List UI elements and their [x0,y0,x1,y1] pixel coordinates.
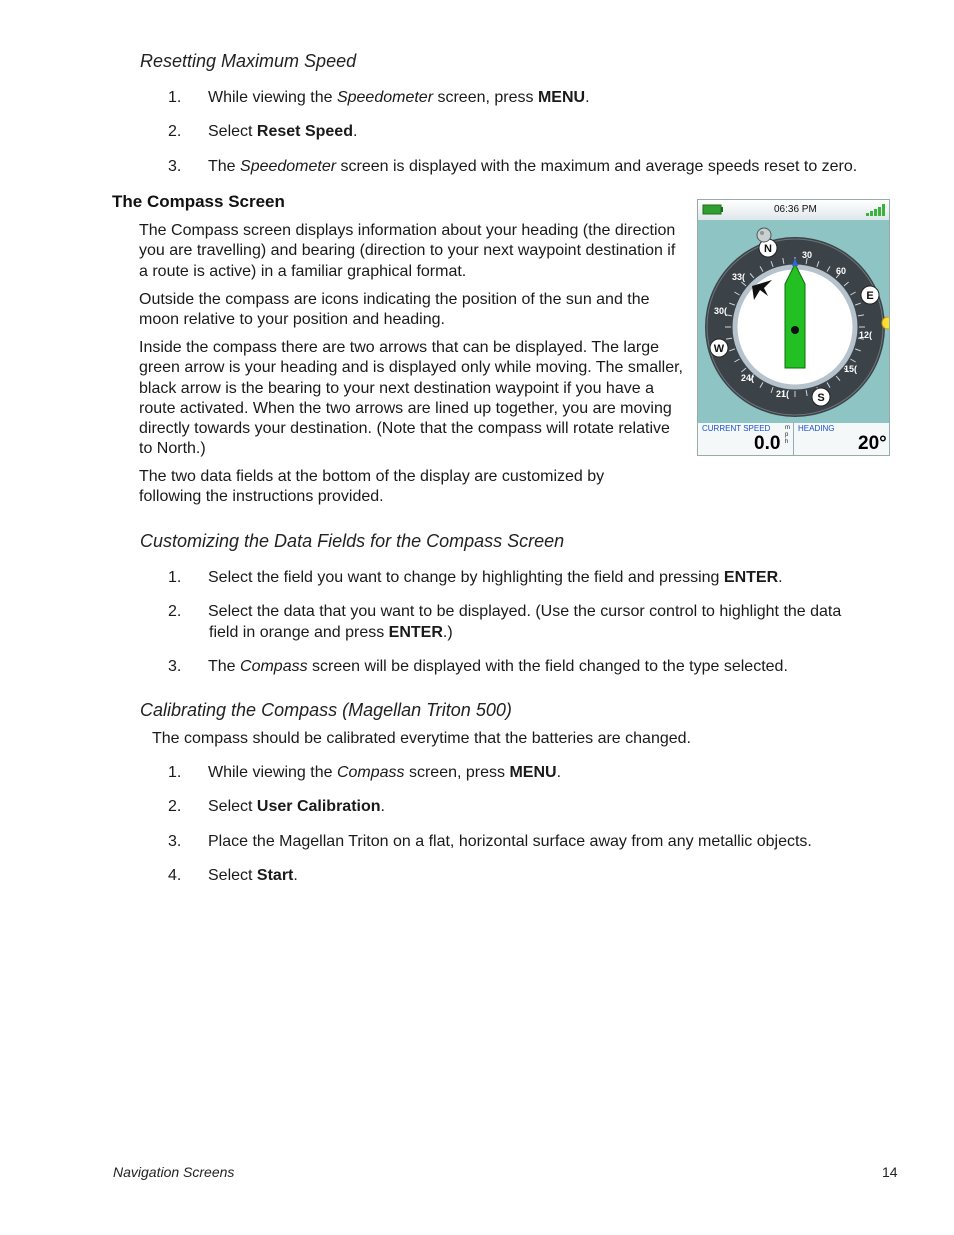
step-text: Select the data that you want to be displayed. (Use the cursor control to highlight the data field in orange and press ENTER.) [208,603,842,641]
compass-device-screenshot [697,199,890,456]
step-number: 4. [168,867,182,884]
ring-label-210: 21( [776,389,790,399]
calibration-intro: The compass should be calibrated everytime that the batteries are changed. [152,730,691,747]
step-text: Select the field you want to change by highlighting the field and pressing ENTER. [208,569,783,586]
footer-section-name: Navigation Screens [113,1164,235,1180]
data-fields-bar [698,423,889,456]
paragraph: The Compass screen displays information about your heading (the direction you are travelling) and bearing (direction to your next waypoint destination if a route is active) in a familiar graphical format. [139,222,676,280]
data-field-speed[interactable] [698,423,794,456]
step-text: Select User Calibration. [208,798,385,815]
step-number: 2. [168,603,182,620]
step-text: Place the Magellan Triton on a flat, horizontal surface away from any metallic objects. [208,833,812,850]
paragraph: The two data fields at the bottom of the display are customized by following the instructions provided. [139,468,605,506]
cardinal-w: W [713,343,725,355]
field-label: CURRENT SPEED [702,424,771,433]
ring-label-150: 15( [844,364,858,374]
cardinal-e: E [866,290,874,302]
paragraph: Outside the compass are icons indicating the position of the sun and the moon relative to your position and heading. [139,291,650,329]
step-number: 2. [168,798,182,815]
sun-icon [882,317,889,329]
ring-label-240: 24( [741,373,755,383]
step-number: 2. [168,123,182,140]
step-number: 1. [168,89,182,106]
signal-icon [866,204,885,216]
section-title-resetting: Resetting Maximum Speed [140,51,357,71]
data-field-heading[interactable] [795,423,889,456]
moon-icon [757,228,771,242]
device-status-bar [698,200,889,220]
cardinal-n: N [764,243,772,255]
step-text: While viewing the Speedometer screen, press MENU. [208,89,590,106]
step-text: Select Start. [208,867,298,884]
step-number: 3. [168,658,182,675]
ring-label-330: 33( [732,272,746,282]
field-value: 0.0 [754,433,781,454]
step-text: The Speedometer screen is displayed with the maximum and average speeds reset to zero. [208,158,858,175]
step-number: 3. [168,833,182,850]
field-unit: m p h [785,425,790,445]
field-label: HEADING [798,424,835,433]
ring-label-300: 30( [714,306,728,316]
section-title-compass: The Compass Screen [112,192,285,211]
heading-arrow [785,264,805,368]
step-number: 1. [168,764,182,781]
page-number: 14 [882,1164,898,1180]
ring-label-120: 12( [859,330,873,340]
paragraph: Inside the compass there are two arrows that can be displayed. The large green arrow is your heading and is displayed only while moving. The smaller, black arrow is the bearing to your next destination waypoint if you have a route activated. When the two arrows are lined up together, you are moving directly towards your destination. (Note that the compass will rotate relative to North.) [139,339,683,458]
step-text: Select Reset Speed. [208,123,358,140]
section-title-calibrating: Calibrating the Compass (Magellan Triton 500) [140,700,512,720]
step-number: 3. [168,158,182,175]
ring-label-30: 30 [802,250,813,260]
compass-dial [698,220,889,425]
device-time: 06:36 PM [774,204,817,215]
battery-icon [703,205,721,214]
field-value: 20° [858,433,887,454]
step-text: The Compass screen will be displayed with the field changed to the type selected. [208,658,788,675]
section-title-customizing: Customizing the Data Fields for the Compass Screen [140,531,565,551]
cardinal-s: S [817,392,825,404]
ring-label-60: 60 [836,266,847,276]
step-number: 1. [168,569,182,586]
step-text: While viewing the Compass screen, press MENU. [208,764,562,781]
